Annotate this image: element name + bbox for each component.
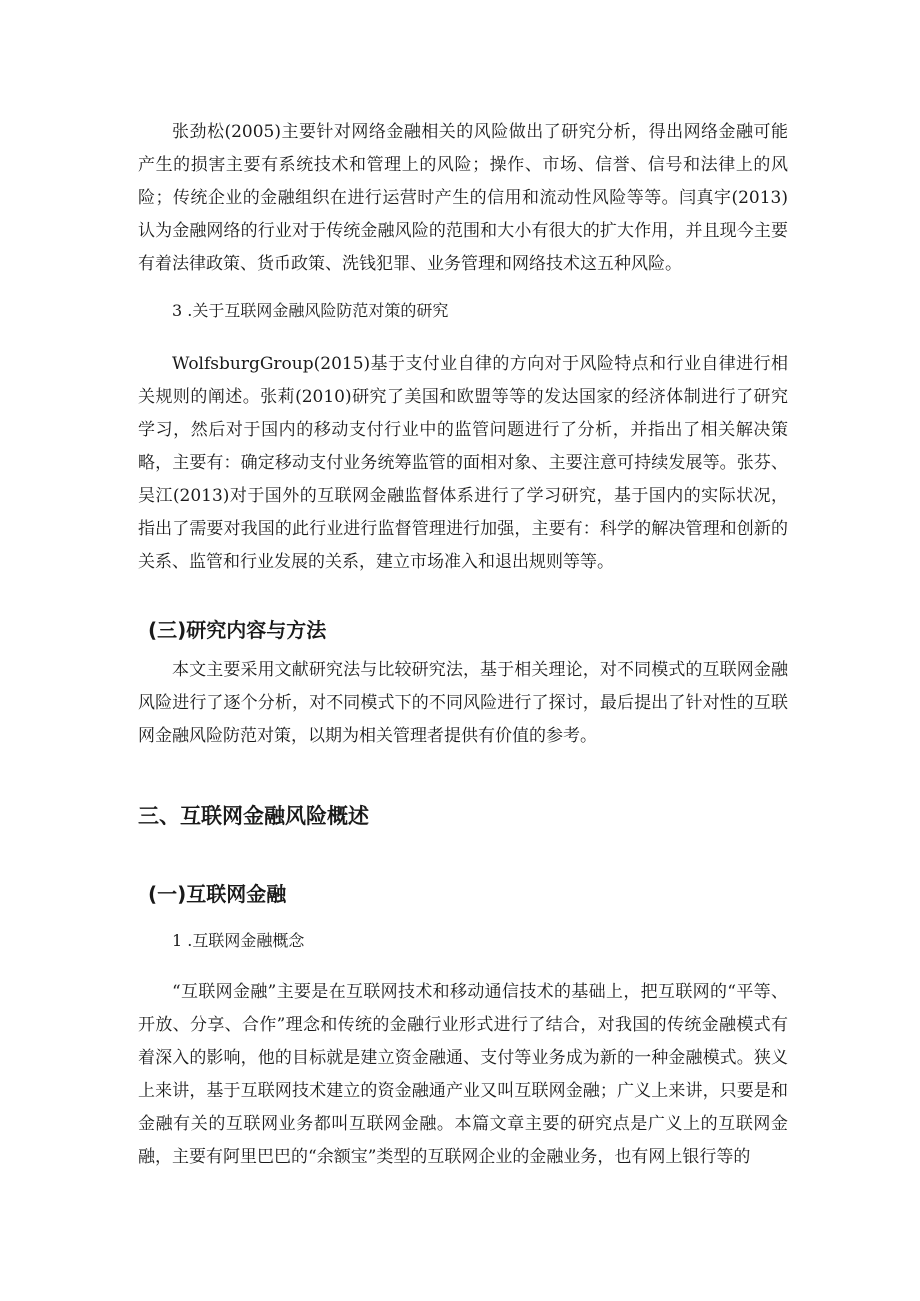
- section-heading-internet-finance: (一)互联网金融: [148, 882, 287, 906]
- section-heading-research-content: (三)研究内容与方法: [148, 618, 327, 642]
- paragraph-concept: “互联网金融”主要是在互联网技术和移动通信技术的基础上，把互联网的“平等、开放、分享、合作”理念和传统的金融行业形式进行了结合，对我国的传统金融模式有着深入的影响，他的目标就是建立资金融通、支付等业务成为新的一种金融模式。狭义上来讲，基于互联网技术建立的资金融通产业又叫互联网金融；广义上来讲，只要是和金融有关的互联网业务都叫互联网金融。本篇文章主要的研究点是广义上的互联网金融，主要有阿里巴巴的“余额宝”类型的互联网企业的金融业务，也有网上银行等的: [138, 982, 788, 1167]
- paragraph-regulation-research: WolfsburgGroup(2015)基于支付业自律的方向对于风险特点和行业自律进行相关规则的阐述。张莉(2010)研究了美国和欧盟等等的发达国家的经济体制进行了研究学习，然后对于国内的移动支付行业中的监管问题进行了分析，并指出了相关解决策略，主要有：确定移动支付业务统筹监管的面相对象、主要注意可持续发展等。张芬、吴江(2013)对于国外的互联网金融监督体系进行了学习研究，基于国内的实际状况，指出了需要对我国的此行业进行监督管理进行加强，主要有：科学的解决管理和创新的关系、监管和行业发展的关系，建立市场准入和退出规则等等。: [138, 354, 788, 572]
- paragraph-risk-research: 张劲松(2005)主要针对网络金融相关的风险做出了研究分析，得出网络金融可能产生的损害主要有系统技术和管理上的风险；操作、市场、信誉、信号和法律上的风险；传统企业的金融组织在进行运营时产生的信用和流动性风险等等。闫真宇(2013)认为金融网络的行业对于传统金融风险的范围和大小有很大的扩大作用，并且现今主要有着法律政策、货币政策、洗钱犯罪、业务管理和网络技术这五种风险。: [138, 122, 788, 274]
- chapter-heading-overview: 三、互联网金融风险概述: [138, 804, 369, 828]
- paragraph-research-method: 本文主要采用文献研究法与比较研究法，基于相关理论，对不同模式的互联网金融风险进行了逐个分析，对不同模式下的不同风险进行了探讨，最后提出了针对性的互联网金融风险防范对策，以期为相关管理者提供有价值的参考。: [138, 660, 788, 746]
- subheading-concept: 1 .互联网金融概念: [172, 931, 305, 950]
- subheading-risk-prevention-research: 3 .关于互联网金融风险防范对策的研究: [172, 301, 449, 320]
